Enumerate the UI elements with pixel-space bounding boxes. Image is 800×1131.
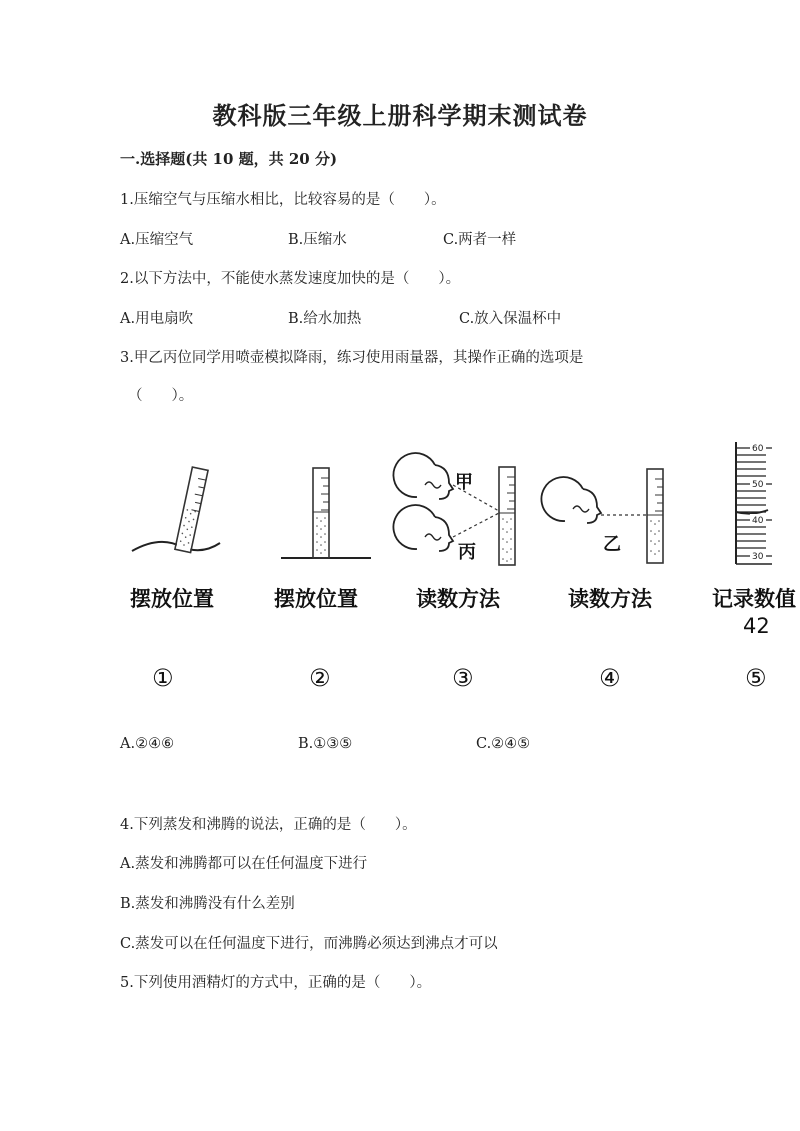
- figure-number-3: ③: [452, 664, 474, 692]
- question-1-option-b: B.压缩水: [288, 232, 347, 248]
- question-3-stem-line1: 3.甲乙丙位同学用喷壶模拟降雨，练习使用雨量器，其操作正确的选项是: [120, 350, 584, 366]
- question-3-option-a: A.②④⑥: [120, 736, 175, 752]
- gauge-scale-closeup-figure: [728, 440, 780, 566]
- figure-number-1: ①: [152, 664, 174, 692]
- figure-number-2: ②: [309, 664, 331, 692]
- question-1-option-c: C.两者一样: [443, 232, 517, 248]
- person-label-bing: 丙: [458, 542, 476, 563]
- question-4-option-a: A.蒸发和沸腾都可以在任何温度下进行: [120, 856, 368, 872]
- figure-caption-1: 摆放位置: [130, 587, 214, 611]
- rain-gauge-tilted-figure: [120, 455, 230, 565]
- recorded-value: 42: [743, 614, 770, 638]
- question-2-option-a: A.用电扇吹: [120, 311, 194, 327]
- figure-number-5: ⑤: [745, 664, 767, 692]
- figure-caption-5: 记录数值: [712, 587, 796, 611]
- question-2-stem: 2.以下方法中，不能使水蒸发速度加快的是（ ）。: [120, 271, 461, 287]
- question-3-option-c: C.②④⑤: [476, 736, 531, 752]
- person-label-yi: 乙: [603, 534, 621, 555]
- scale-tick-30: 30: [752, 552, 764, 562]
- section-heading: 一.选择题(共 10 题，共 20 分): [120, 150, 338, 168]
- rain-gauge-upright-figure: [275, 462, 375, 562]
- question-4-stem: 4.下列蒸发和沸腾的说法，正确的是（ ）。: [120, 817, 417, 833]
- scale-tick-50: 50: [752, 480, 764, 490]
- figure-caption-3: 读数方法: [416, 587, 500, 611]
- person-label-jia: 甲: [455, 472, 473, 493]
- figure-caption-4: 读数方法: [568, 587, 652, 611]
- question-3-option-b: B.①③⑤: [298, 736, 353, 752]
- question-3-stem-line2: （ ）。: [128, 388, 194, 404]
- question-1-option-a: A.压缩空气: [120, 232, 194, 248]
- page-title: 教科版三年级上册科学期末测试卷: [212, 101, 588, 130]
- question-5-stem: 5.下列使用酒精灯的方式中，正确的是（ ）。: [120, 975, 432, 991]
- scale-tick-40: 40: [752, 516, 764, 526]
- question-4-option-b: B.蒸发和沸腾没有什么差别: [120, 896, 295, 912]
- figure-number-4: ④: [599, 664, 621, 692]
- question-4-option-c: C.蒸发可以在任何温度下进行，而沸腾必须达到沸点才可以: [120, 936, 498, 952]
- question-2-option-b: B.给水加热: [288, 311, 362, 327]
- scale-tick-60: 60: [752, 444, 764, 454]
- question-1-stem: 1.压缩空气与压缩水相比，比较容易的是（ ）。: [120, 192, 446, 208]
- question-2-option-c: C.放入保温杯中: [459, 311, 562, 327]
- figure-caption-2: 摆放位置: [274, 587, 358, 611]
